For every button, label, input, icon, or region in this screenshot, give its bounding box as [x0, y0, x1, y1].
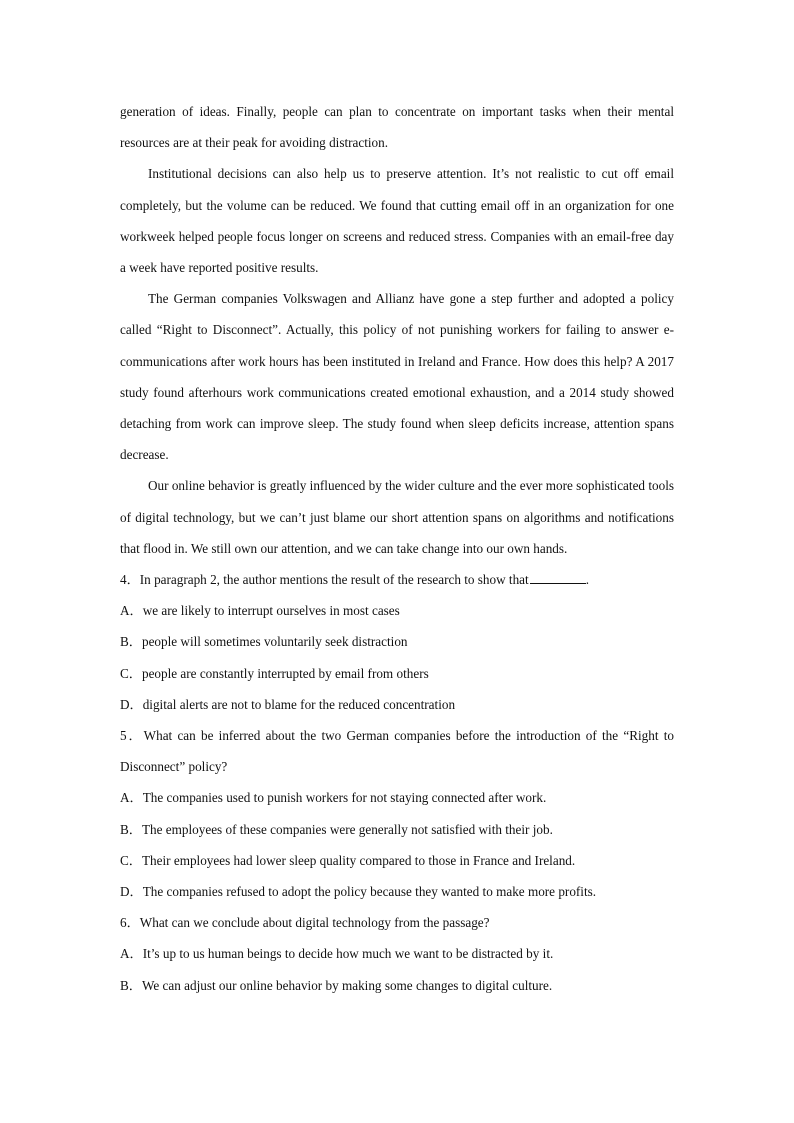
passage-paragraph-continued: generation of ideas. Finally, people can plan to concentrate on important tasks when their mental resources are at their peak for avoiding distraction.	[120, 104, 674, 151]
question-4-option-a: A．we are likely to interrupt ourselves in most cases	[120, 603, 400, 619]
answer-blank	[530, 571, 586, 584]
document-content	[120, 96, 674, 1001]
passage-paragraph-institutional: Institutional decisions can also help us to preserve attention. It’s not realistic to cut off email completely, but the volume can be reduced. We found that cutting email off in an organization for one workweek helped people focus longer on screens and reduced stress. Companies with an email-free day a week have reported positive results.	[120, 166, 674, 276]
question-4-option-d: D．digital alerts are not to blame for the reduced concentration	[120, 696, 456, 712]
question-4-stem-end: .	[585, 572, 589, 588]
question-4-option-c: C．people are constantly interrupted by email from others	[120, 665, 429, 681]
question-6-option-a: A．It’s up to us human beings to decide how much we want to be distracted by it.	[120, 946, 554, 962]
question-5-option-d: D．The companies refused to adopt the policy because they wanted to make more profits.	[120, 884, 597, 900]
question-6-option-b: B．We can adjust our online behavior by making some changes to digital culture.	[120, 977, 553, 993]
question-4-stem	[120, 564, 674, 595]
question-4-stem-text: 4．In paragraph 2, the author mentions the result of the research to show that	[120, 572, 529, 588]
question-4-option-b: B．people will sometimes voluntarily seek distraction	[120, 634, 408, 650]
question-6-stem: 6．What can we conclude about digital technology from the passage?	[120, 915, 490, 931]
question-5-option-b: B．The employees of these companies were generally not satisfied with their job.	[120, 821, 553, 837]
passage-paragraph-german-companies: The German companies Volkswagen and Allianz have gone a step further and adopted a policy called “Right to Disconnect”. Actually, this policy of not punishing workers for failing to answer e-communications after work hours has been instituted in Ireland and France. How does this help? A 2017 study found afterhours work communications created emotional exhaustion, and a 2014 study showed detaching from work can improve sleep. The study found when sleep deficits increase, attention spans decrease.	[120, 291, 674, 463]
passage-paragraph-conclusion: Our online behavior is greatly influenced by the wider culture and the ever more sophisticated tools of digital technology, but we can’t just blame our short attention spans on algorithms and notifications that flood in. We still own our attention, and we can take change into our own hands.	[120, 478, 674, 556]
question-5-option-a: A．The companies used to punish workers for not staying connected after work.	[120, 790, 547, 806]
question-5-stem: 5．What can be inferred about the two German companies before the introduction of the “Right to Disconnect” policy?	[120, 728, 674, 775]
question-5-option-c: C．Their employees had lower sleep quality compared to those in France and Ireland.	[120, 852, 576, 868]
